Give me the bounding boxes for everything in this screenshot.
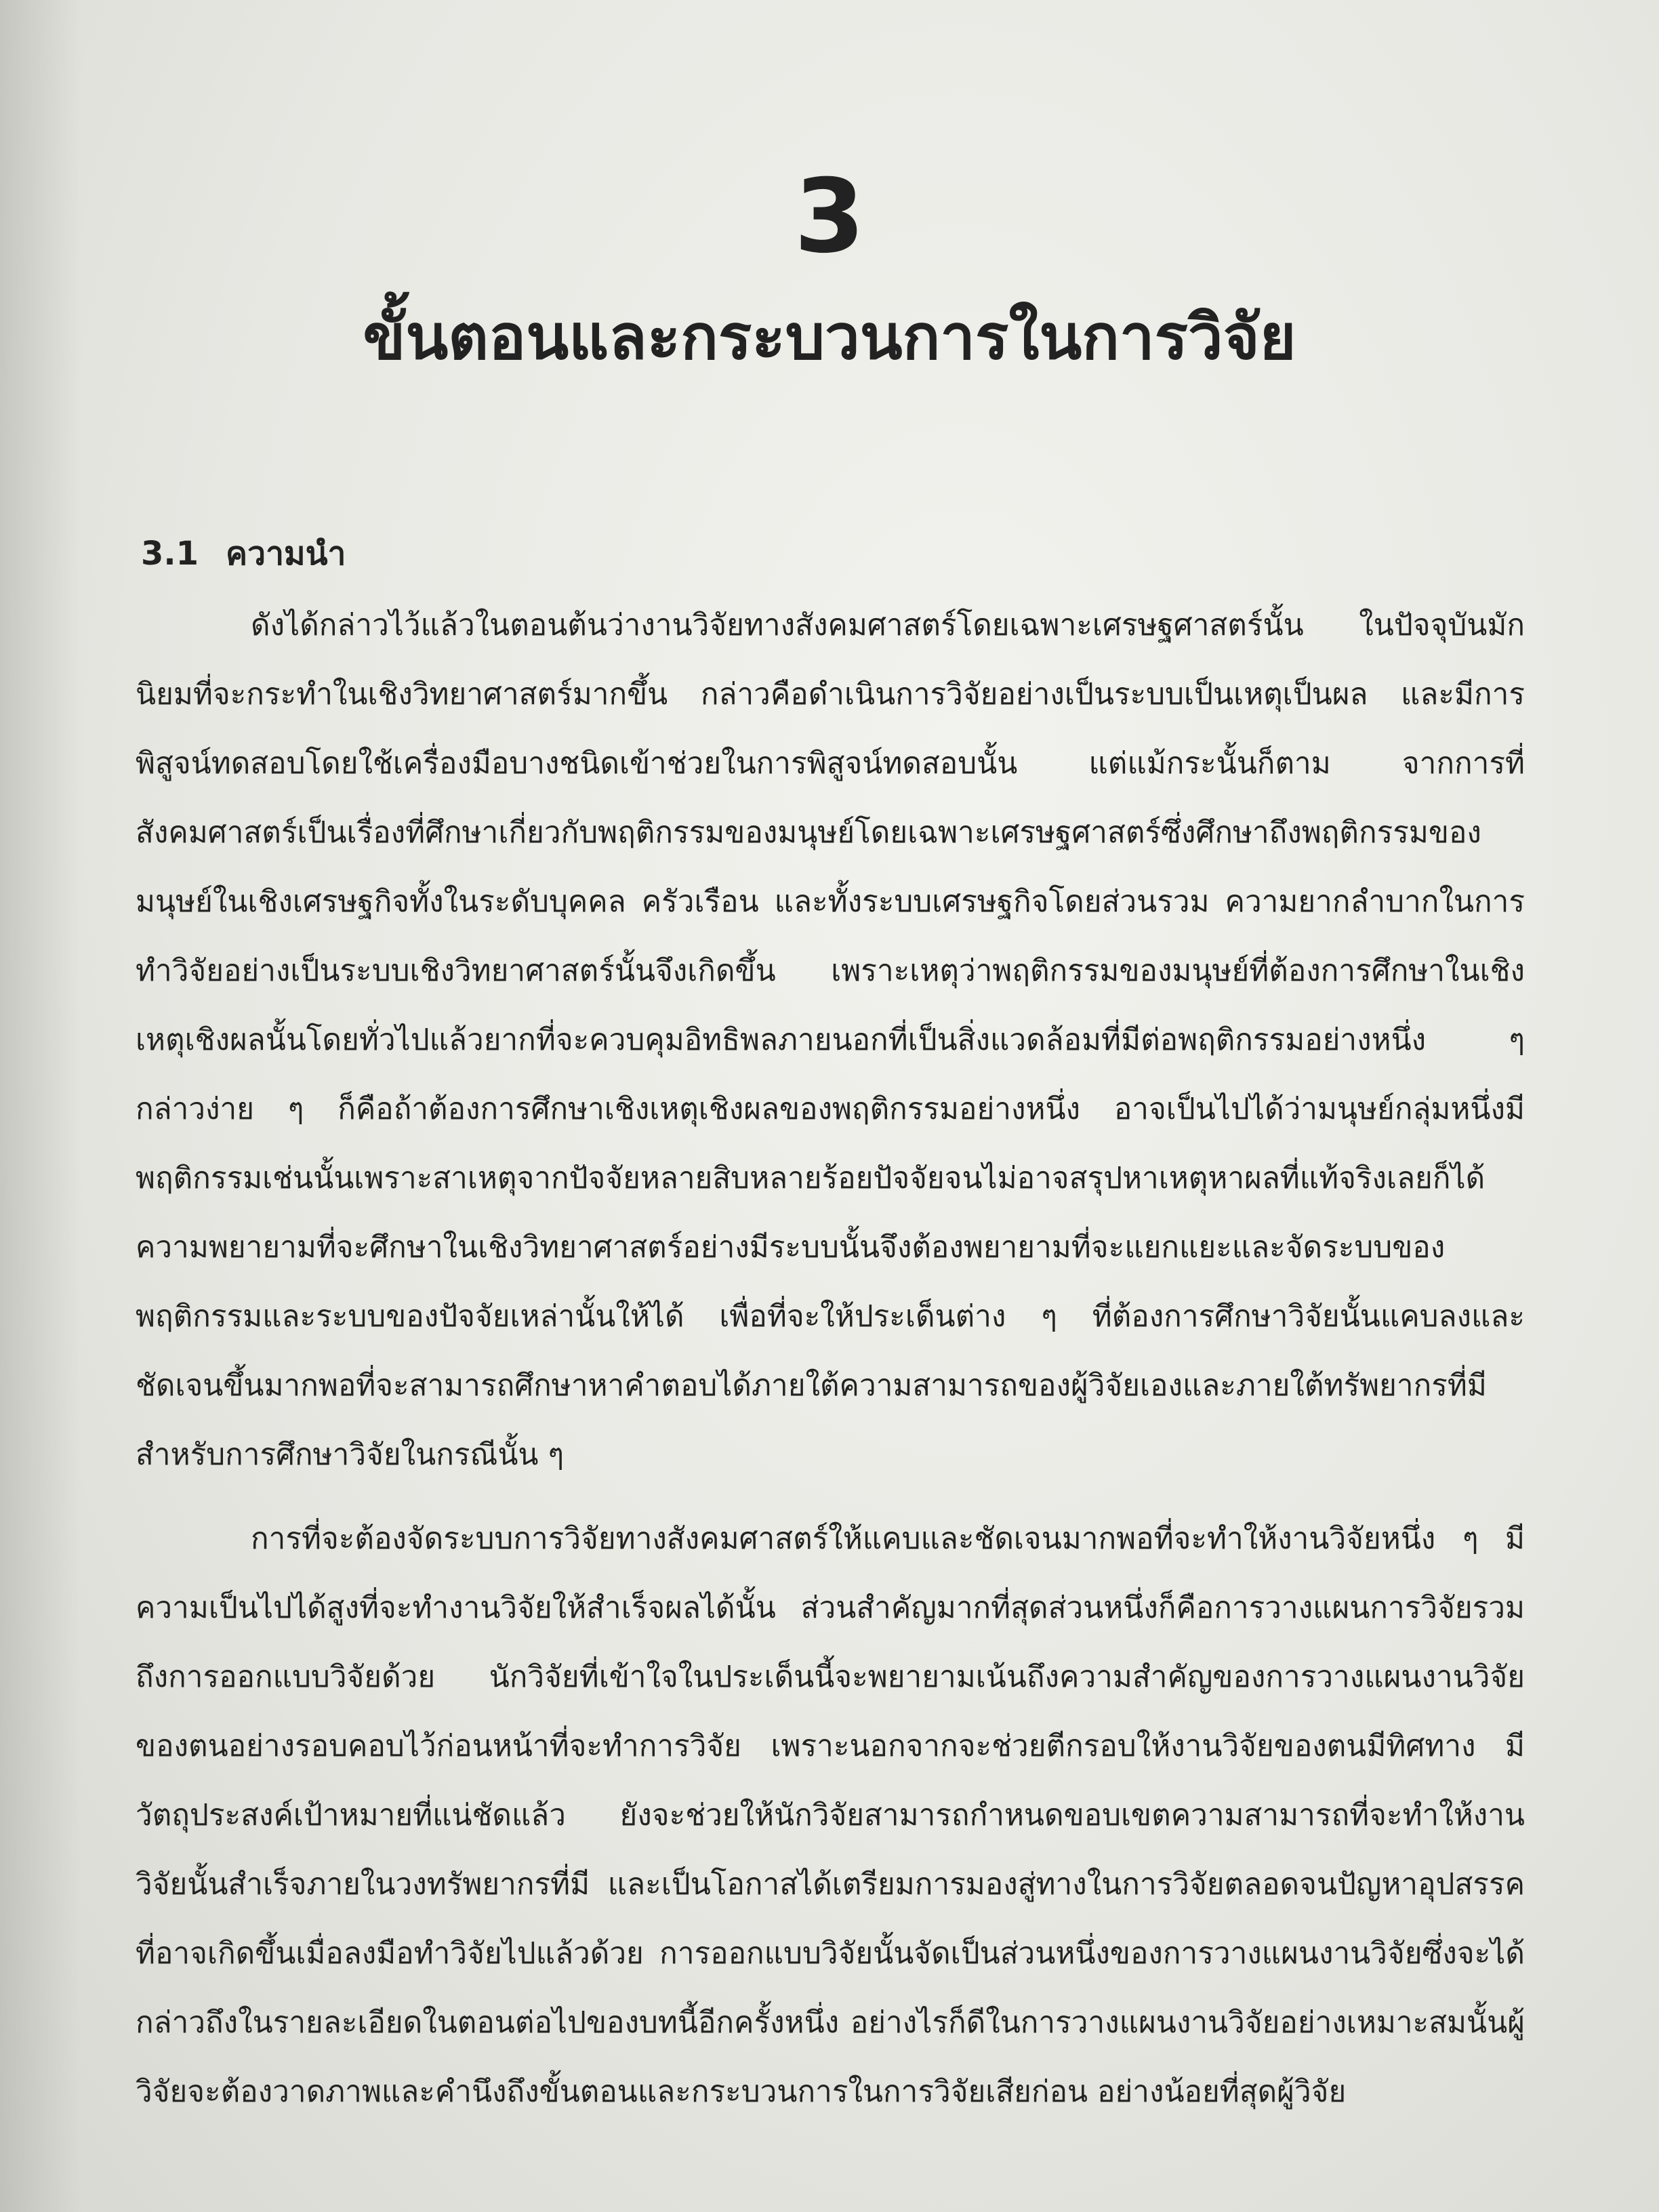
section-number: 3.1 (141, 535, 199, 573)
body-paragraph-2-block (136, 1504, 1525, 2127)
body-paragraph-1-block (136, 591, 1525, 1490)
body-paragraph: ดังได้กล่าวไว้แล้วในตอนต้นว่างานวิจัยทางสังคมศาสตร์โดยเฉพาะเศรษฐศาสตร์นั้น ในปัจจุบันมักนิยมที่จะกระทำในเชิงวิทยาศาสตร์มากขึ้น กล่าวคือดำเนินการวิจัยอย่างเป็นระบบเป็นเหตุเป็นผล และมีการพิสูจน์ทดสอบโดยใช้เครื่องมือบางชนิดเข้าช่วยในการพิสูจน์ทดสอบนั้น แต่แม้กระนั้นก็ตาม จากการที่สังคมศาสตร์เป็นเรื่องที่ศึกษาเกี่ยวกับพฤติกรรมของมนุษย์โดยเฉพาะเศรษฐศาสตร์ซึ่งศึกษาถึงพฤติกรรมของมนุษย์ในเชิงเศรษฐกิจทั้งในระดับบุคคล ครัวเรือน และทั้งระบบเศรษฐกิจโดยส่วนรวม ความยากลำบากในการทำวิจัยอย่างเป็นระบบเชิงวิทยาศาสตร์นั้นจึงเกิดขึ้น เพราะเหตุว่าพฤติกรรมของมนุษย์ที่ต้องการศึกษาในเชิงเหตุเชิงผลนั้นโดยทั่วไปแล้วยากที่จะควบคุมอิทธิพลภายนอกที่เป็นสิ่งแวดล้อมที่มีต่อพฤติกรรมอย่างหนึ่ง ๆ กล่าวง่าย ๆ ก็คือถ้าต้องการศึกษาเชิงเหตุเชิงผลของพฤติกรรมอย่างหนึ่ง อาจเป็นไปได้ว่ามนุษย์กลุ่มหนึ่งมีพฤติกรรมเช่นนั้นเพราะสาเหตุจากปัจจัยหลายสิบหลายร้อยปัจจัยจนไม่อาจสรุปหาเหตุหาผลที่แท้จริงเลยก็ได้ ความพยายามที่จะศึกษาในเชิงวิทยาศาสตร์อย่างมีระบบนั้นจึงต้องพยายามที่จะแยกแยะและจัดระบบของพฤติกรรมและระบบของปัจจัยเหล่านั้นให้ได้ เพื่อที่จะให้ประเด็นต่าง ๆ ที่ต้องการศึกษาวิจัยนั้นแคบลงและชัดเจนขึ้นมากพอที่จะสามารถศึกษาหาคำตอบได้ภายใต้ความสามารถของผู้วิจัยเองและภายใต้ทรัพยากรที่มีสำหรับการศึกษาวิจัยในกรณีนั้น ๆ (136, 608, 1525, 1472)
section-heading (141, 535, 346, 573)
chapter-number: 3 (794, 158, 865, 276)
body-paragraph: การที่จะต้องจัดระบบการวิจัยทางสังคมศาสตร์ให้แคบและชัดเจนมากพอที่จะทำให้งานวิจัยหนึ่ง ๆ มีความเป็นไปได้สูงที่จะทำงานวิจัยให้สำเร็จผลได้นั้น ส่วนสำคัญมากที่สุดส่วนหนึ่งก็คือการวางแผนการวิจัยรวมถึงการออกแบบวิจัยด้วย นักวิจัยที่เข้าใจในประเด็นนี้จะพยายามเน้นถึงความสำคัญของการวางแผนงานวิจัยของตนอย่างรอบคอบไว้ก่อนหน้าที่จะทำการวิจัย เพราะนอกจากจะช่วยตีกรอบให้งานวิจัยของตนมีทิศทาง มีวัตถุประสงค์เป้าหมายที่แน่ชัดแล้ว ยังจะช่วยให้นักวิจัยสามารถกำหนดขอบเขตความสามารถที่จะทำให้งานวิจัยนั้นสำเร็จภายในวงทรัพยากรที่มี และเป็นโอกาสได้เตรียมการมองสู่ทางในการวิจัยตลอดจนปัญหาอุปสรรคที่อาจเกิดขึ้นเมื่อลงมือทำวิจัยไปแล้วด้วย การออกแบบวิจัยนั้นจัดเป็นส่วนหนึ่งของการวางแผนงานวิจัยซึ่งจะได้กล่าวถึงในรายละเอียดในตอนต่อไปของบทนี้อีกครั้งหนึ่ง อย่างไรก็ดีในการวางแผนงานวิจัยอย่างเหมาะสมนั้นผู้วิจัยจะต้องวาดภาพและคำนึงถึงขั้นตอนและกระบวนการในการวิจัยเสียก่อน อย่างน้อยที่สุดผู้วิจัย (136, 1521, 1525, 2109)
chapter-title: ขั้นตอนและกระบวนการในการวิจัย (363, 301, 1296, 373)
section-title: ความนำ (226, 535, 346, 573)
